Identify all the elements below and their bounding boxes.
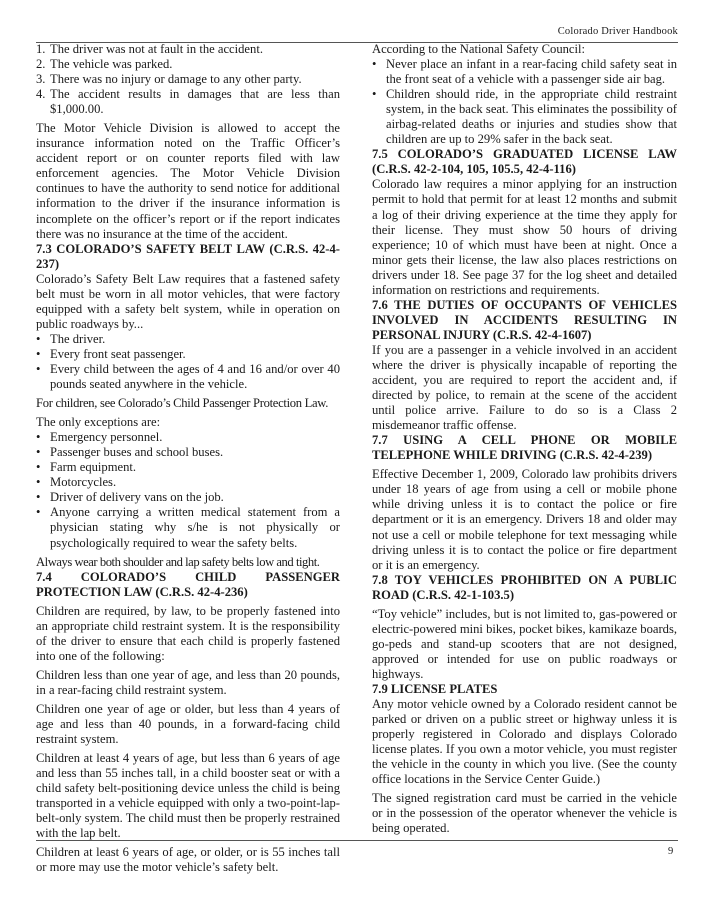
list-item: 3. There was no injury or damage to any other party. xyxy=(36,72,302,87)
list-item: • Every child between the ages of 4 and 16 and/or over 40 pounds seated anywhere in the vehicle. xyxy=(36,361,340,392)
exceptions-intro: The only exceptions are: xyxy=(36,415,161,430)
section-7-8-text: “Toy vehicle” includes, but is not limited to, gas-powered or electric-powered mini bikes, pocket bikes, kamikaze boards, go-peds and stand-up scooters that are not designed, approved or intended for use on public roadways or highways. xyxy=(372,606,677,681)
page-number: 9 xyxy=(668,846,674,857)
list-item: 2. The vehicle was parked. xyxy=(36,57,173,72)
list-item: • Emergency personnel. xyxy=(36,430,163,445)
list-item: • Anyone carrying a written medical statement from a physician stating why s/he is not physically or psychologically required to wear the safety belts. xyxy=(36,505,340,550)
section-7-3-intro: Colorado’s Safety Belt Law requires that a fastened safety belt must be worn in all motor vehicles, that were factory equipped with a safety belt system, while in operation on public roadways by... xyxy=(36,271,340,331)
section-7-8-heading: 7.8 TOY VEHICLES PROHIBITED ON A PUBLIC ROAD (C.R.S. 42-1-103.5) xyxy=(372,572,677,602)
list-item: • Never place an infant in a rear-facing child safety seat in the front seat of a vehicle with a passenger side air bag. xyxy=(372,57,677,87)
section-7-6-heading: 7.6 THE DUTIES OF OCCUPANTS OF VEHICLES INVOLVED IN ACCIDENTS RESULTING IN PERSONAL INJURY (C.R.S. 42-4-1607) xyxy=(372,297,677,342)
section-7-4-paragraph: Children at least 6 years of age, or older, or is 55 inches tall or more may use the motor vehicle’s safety belt. xyxy=(36,845,340,875)
registration-card-note: The signed registration card must be carried in the vehicle or in the possession of the operator whenever the vehicle is being operated. xyxy=(372,791,677,836)
section-7-5-heading: 7.5 COLORADO’S GRADUATED LICENSE LAW (C.R.S. 42-2-104, 105, 105.5, 42-4-116) xyxy=(372,147,677,177)
section-7-9-heading: 7.9 LICENSE PLATES xyxy=(372,681,498,696)
footer-rule xyxy=(36,840,678,841)
list-item: • The driver. xyxy=(36,331,106,346)
section-7-5-text: Colorado law requires a minor applying for an instruction permit to hold that permit for at least 12 months and submit a log of their driving experience at the time they apply for their license. They must show 50 hours of driving experience; 10 of which must have been at night. Once a minor gets their license, the law also places restrictions on drivers under 18. See page 37 for the log sheet and detailed information on restrictions and requirements. xyxy=(372,177,677,297)
always-wear-note: Always wear both shoulder and lap safety belts low and tight. xyxy=(36,554,320,569)
right-column xyxy=(372,42,677,836)
list-item: • Passenger buses and school buses. xyxy=(36,445,224,460)
nsc-list xyxy=(372,57,677,147)
list-item: • Driver of delivery vans on the job. xyxy=(36,490,224,505)
list-item: 4. The accident results in damages that are less than $1,000.00. xyxy=(36,87,340,117)
left-column xyxy=(36,42,340,875)
list-item: • Farm equipment. xyxy=(36,460,137,475)
list-item: • Children should ride, in the appropriate child restraint system, in the back seat. This eliminates the possibility of airbag-related deaths or injuries and studies show that children are up to 29% safer in the back seat. xyxy=(372,87,677,147)
insurance-conditions-list xyxy=(36,42,340,117)
insurance-paragraph: The Motor Vehicle Division is allowed to accept the insurance information noted on the Traffic Officer’s accident report or on counter reports filed with law enforcement agencies. The Motor Vehicle Division continues to have the authority to send notice for additional information to the driver if the insurance information is incomplete on the officer’s report or if the report indicates there was no insurance at the time of the accident. xyxy=(36,121,340,241)
section-7-4-paragraph: Children are required, by law, to be properly fastened into an appropriate child restraint system. It is the responsibility of the driver to ensure that each child is properly fastened into one of the following: xyxy=(36,603,340,663)
list-item: • Motorcycles. xyxy=(36,475,117,490)
section-7-7-text: Effective December 1, 2009, Colorado law prohibits drivers under 18 years of age from using a cell or mobile phone while driving unless it is to contact the police or fire department or it is an emergency. Drivers 18 and older may not use a cell or mobile telephone for text messaging while driving unless it is to contact the police or fire department or it is an emergency. xyxy=(372,467,677,572)
list-item: • Every front seat passenger. xyxy=(36,346,186,361)
section-7-3-heading: 7.3 COLORADO’S SAFETY BELT LAW (C.R.S. 42-4-237) xyxy=(36,241,340,271)
section-7-6-text: If you are a passenger in a vehicle involved in an accident where the driver is physically incapable of reporting the accident, you are required to report the accident and, if directed by police, to remain at the scene of the accident until police arrive. Failure to do so is a Class 2 misdemeanor traffic offense. xyxy=(372,342,677,433)
page-header xyxy=(36,26,678,40)
exceptions-list xyxy=(36,430,340,550)
section-7-4-paragraph: Children less than one year of age, and less than 20 pounds, in a rear-facing child restraint system. xyxy=(36,667,340,697)
section-7-4-paragraph: Children at least 4 years of age, but less than 6 years of age and less than 55 inches tall, in a child booster seat or with a child safety belt-positioning device unless the child is being transported in a vehicle equipped with only a two-point-lap-belt-only system. The child must then be properly restrained with the lap belt. xyxy=(36,751,340,841)
section-7-4-paragraph: Children one year of age or older, but less than 4 years of age and less than 40 pounds, in a forward-facing child restraint system. xyxy=(36,701,340,747)
section-7-9-text: Any motor vehicle owned by a Colorado resident cannot be parked or driven on a public street or highway unless it is properly registered in Colorado and displays Colorado license plates. If you own a motor vehicle, you must register the vehicle in the county in which you live. (See the county office locations in the Service Center Guide.) xyxy=(372,697,677,787)
section-7-7-heading: 7.7 USING A CELL PHONE OR MOBILE TELEPHONE WHILE DRIVING (C.R.S. 42-4-239) xyxy=(372,433,677,463)
handbook-title: Colorado Driver Handbook xyxy=(557,26,678,37)
safety-belt-required-list xyxy=(36,332,340,392)
section-7-4-heading: 7.4 COLORADO’S CHILD PASSENGER PROTECTION LAW (C.R.S. 42-4-236) xyxy=(36,569,340,599)
list-item: 1. The driver was not at fault in the accident. xyxy=(36,42,263,56)
children-note: For children, see Colorado’s Child Passenger Protection Law. xyxy=(36,396,329,411)
nsc-intro: According to the National Safety Council: xyxy=(372,42,585,56)
